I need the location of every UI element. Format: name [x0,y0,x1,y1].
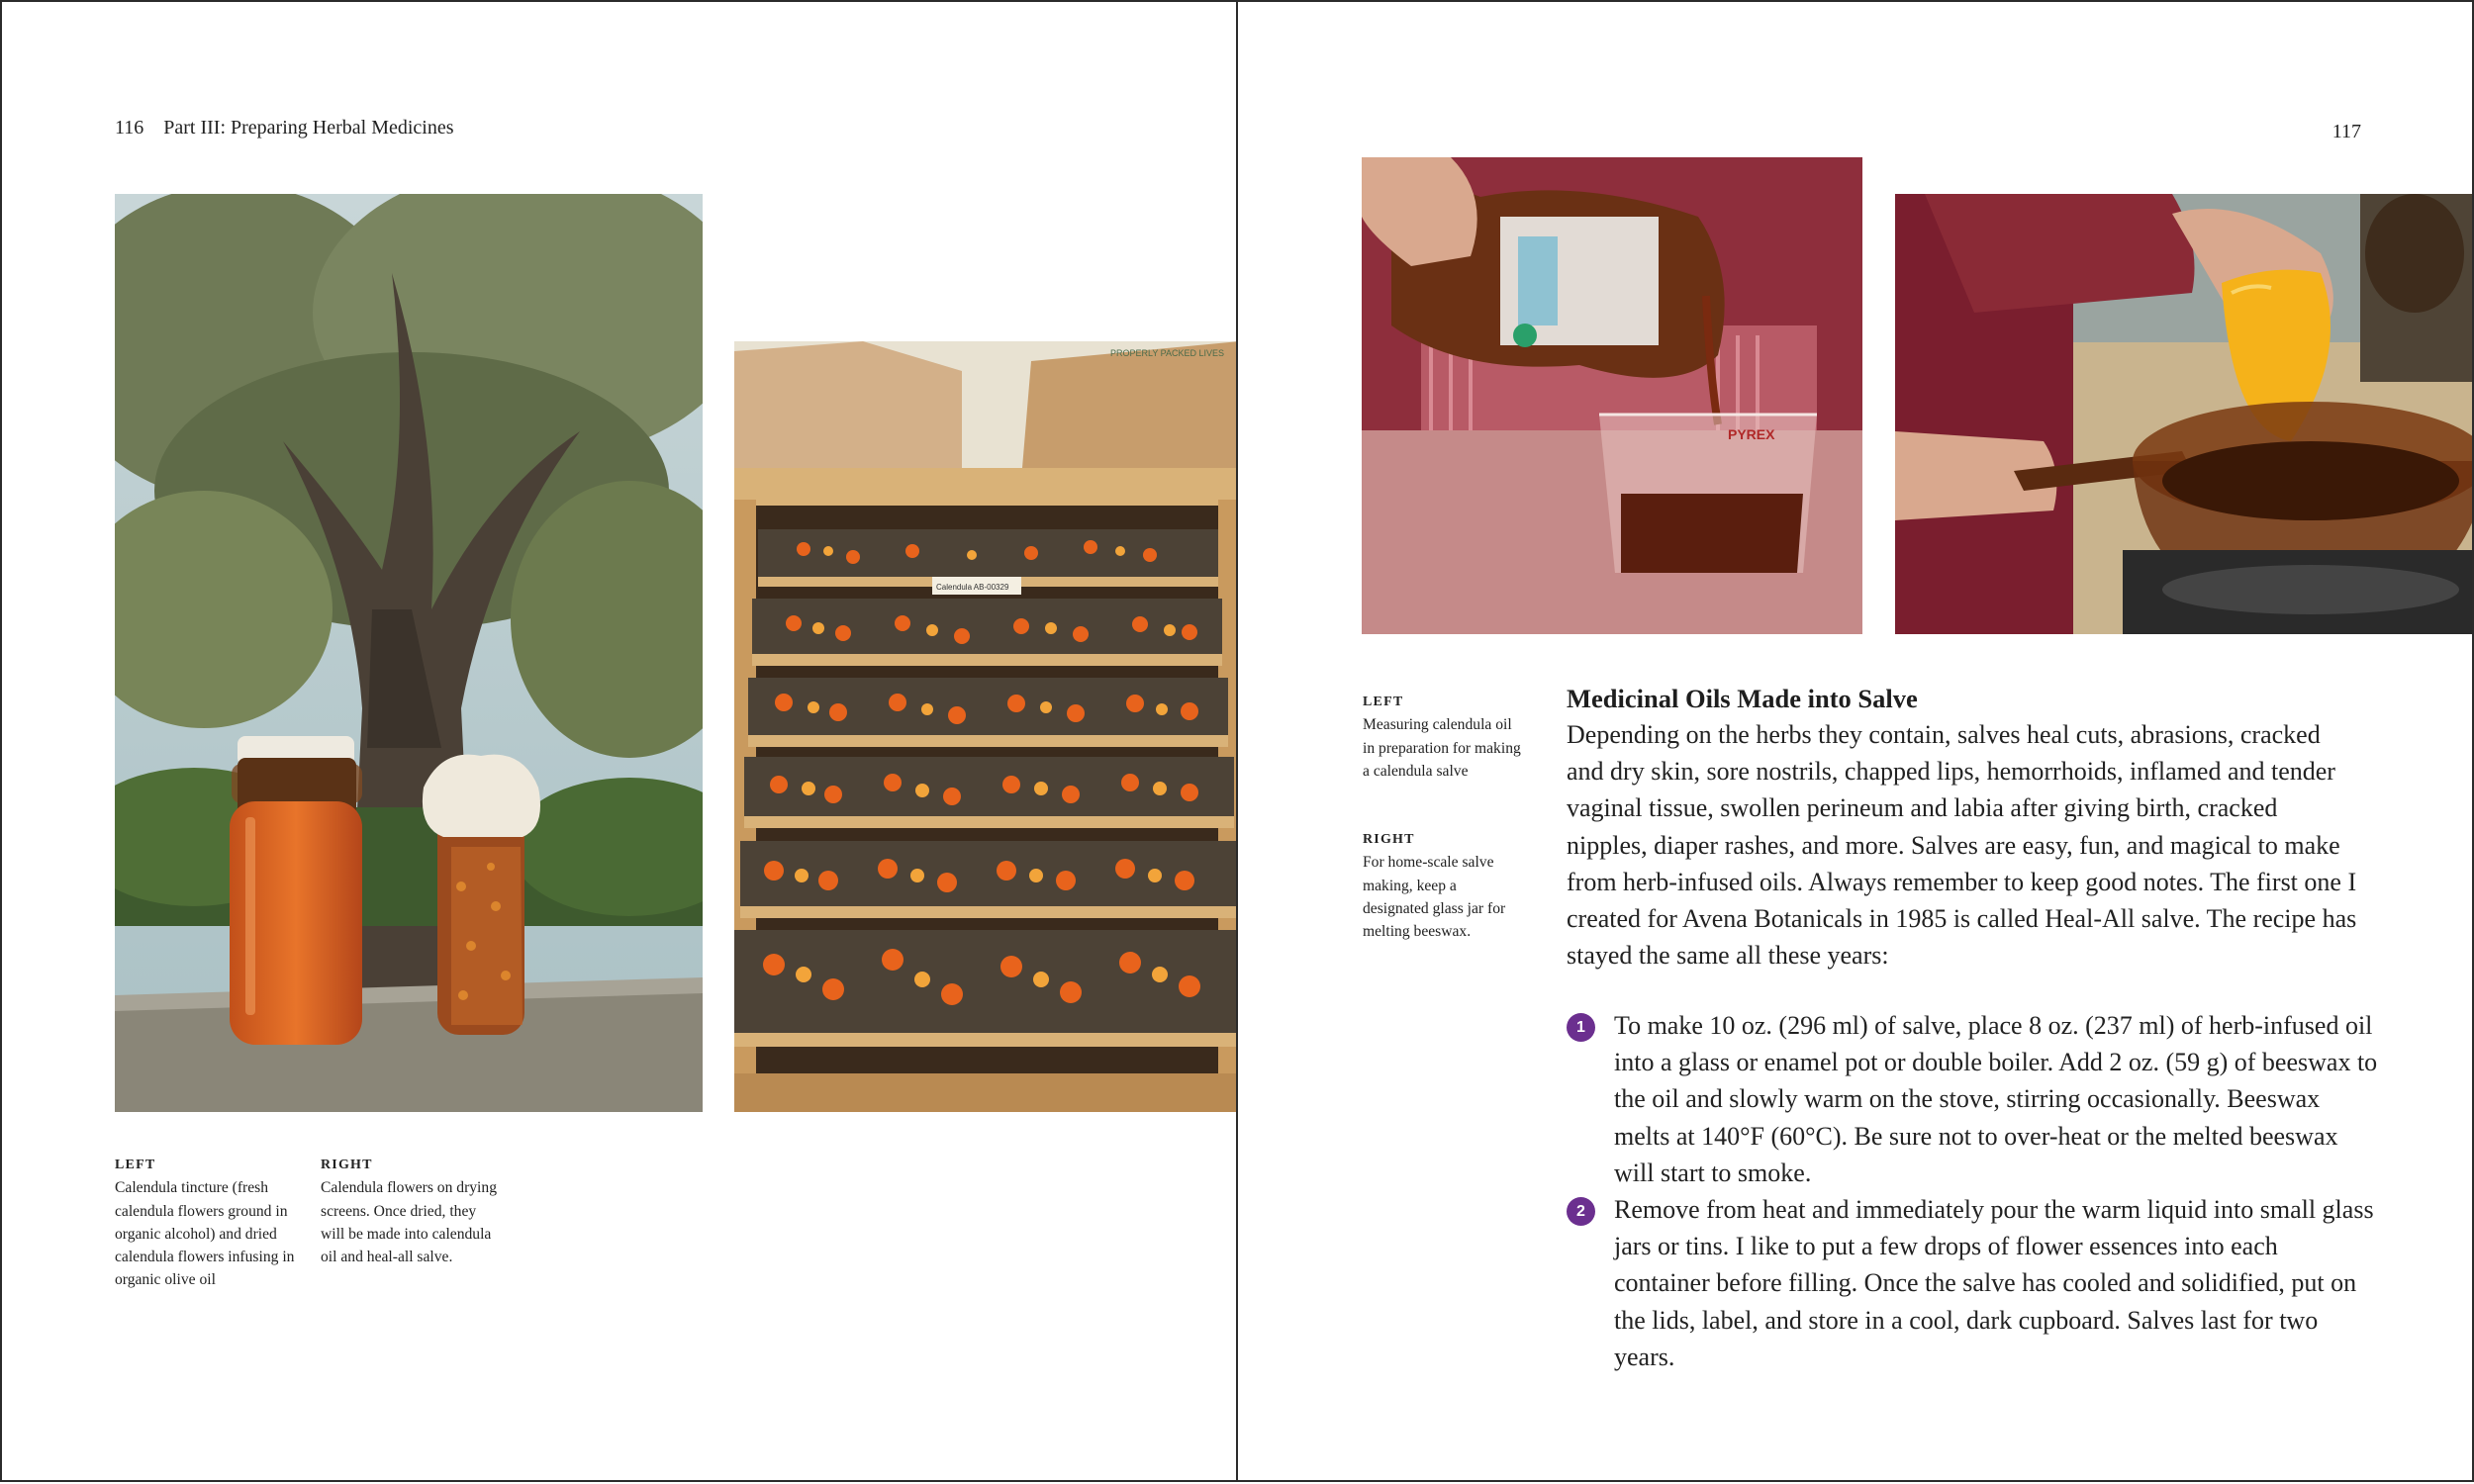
step-number-badge: 1 [1567,1013,1595,1042]
running-head [115,117,454,139]
step-number-badge: 2 [1567,1197,1595,1226]
left-page [0,0,1238,1482]
shelf-tag-text: Calendula AB-00329 [936,583,1009,592]
section-intro: Depending on the herbs they contain, salves heal cuts, abrasions, cracked and dry skin, sore nostrils, chapped lips, hemorrhoids, inflamed and tender vaginal tissue, swollen perineum and labia after giving birth, cracked nipples, diaper rashes, and more. Salves are easy, fun, and magical to make from herb-infused oils. Always remember to keep good notes. The first one I created for Avena Botanicals in 1985 is called Heal-All salve. The recipe has stayed the same all these years: [1567,720,2357,971]
caption-text: Measuring calendula oil in preparation for making a calendula salve [1363,716,1521,780]
page-number-left: 116 [115,117,144,139]
steps-list [1567,1007,2378,1375]
svg-text:PYREX: PYREX [1728,426,1775,442]
running-head-title: Part III: Preparing Herbal Medicines [163,117,454,139]
section-salve [1567,681,2358,974]
step-text: Remove from heat and immediately pour the warm liquid into small glass jars or tins. I like to put a few drops of flower essences into each container before filling. Once the salve has cooled and solidified, put on the lids, label, and store in a cool, dark cupboard. Salves last for two years. [1614,1195,2374,1371]
photo-measuring-oil [1362,157,1862,634]
caption-left-photo [115,1154,303,1292]
photo-calendula-jars [115,194,703,1112]
photo-melting-beeswax [1895,194,2474,634]
caption-label: RIGHT [1363,832,1415,847]
caption-right-photo [1363,828,1521,943]
page-number-right: 117 [2331,121,2361,142]
caption-text: For home-scale salve making, keep a designated glass jar for melting beeswax. [1363,854,1506,941]
bag-print-text: PROPERLY PACKED LIVES [1110,348,1225,358]
step-item [1567,1007,2378,1191]
caption-left-photo [1363,691,1521,783]
caption-text: Calendula tincture (fresh calendula flowers ground in organic alcohol) and dried calendula flowers infusing in organic olive oil [115,1179,295,1289]
caption-label: LEFT [1363,695,1404,709]
photo-drying-screens [734,341,1238,1112]
caption-right-photo [321,1154,499,1268]
step-item [1567,1191,2378,1375]
caption-text: Calendula flowers on drying screens. Once dried, they will be made into calendula oil and heal-all salve. [321,1179,497,1266]
caption-label: LEFT [115,1158,156,1172]
section-heading: Medicinal Oils Made into Salve [1567,684,1918,713]
step-text: To make 10 oz. (296 ml) of salve, place 8 oz. (237 ml) of herb-infused oil into a glass or enamel pot or double boiler. Add 2 oz. (59 g) of beeswax to the oil and slowly warm on the stove, stirring occasionally. Beeswax melts at 140°F (60°C). Be sure not to over-heat or the melted beeswax will start to smoke. [1614,1011,2378,1187]
caption-label: RIGHT [321,1158,373,1172]
